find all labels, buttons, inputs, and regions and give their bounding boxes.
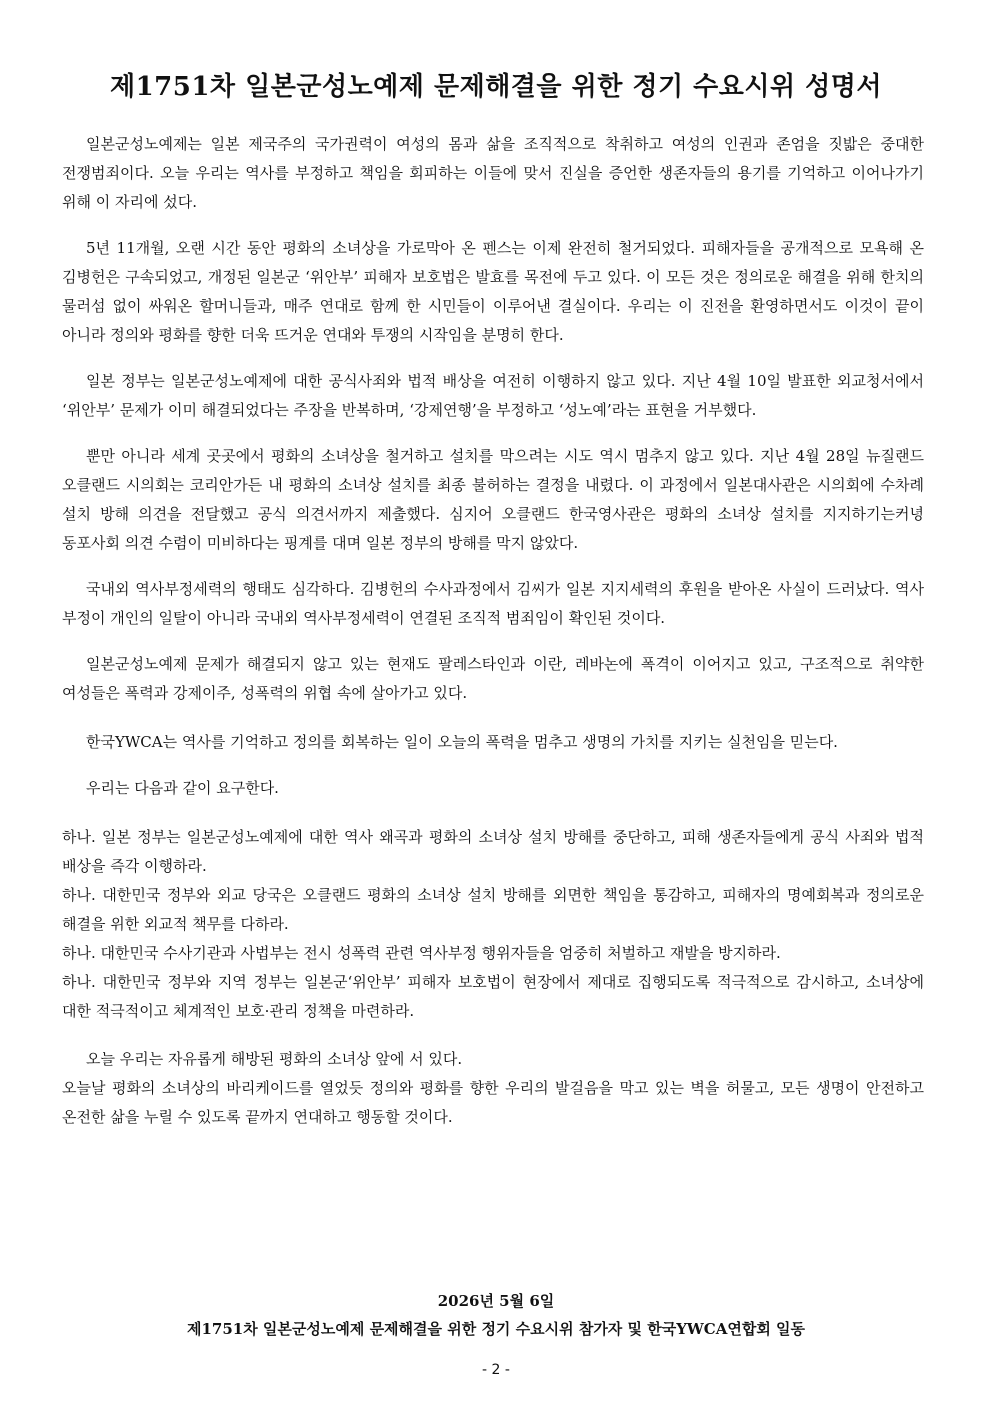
paragraph-demands-intro: 우리는 다음과 같이 요구한다. (86, 779, 279, 797)
paragraph-intro: 일본군성노예제는 일본 제국주의 국가권력이 여성의 몸과 삶을 조직적으로 착취하고 여성의 인권과 존엄을 짓밟은 중대한 전쟁범죄이다. 오늘 우리는 역사를 부정하고 책임을 회피하는 이들에 맞서 진실을 증언한 생존자들의 용기를 기억하고 이어나가기 위해 이 자리에 섰다. (62, 135, 924, 211)
paragraph-progress: 5년 11개월, 오랜 시간 동안 평화의 소녀상을 가로막아 온 펜스는 이제 완전히 철거되었다. 피해자들을 공개적으로 모욕해 온 김병헌은 구속되었고, 개정된 일본군 ‘위안부’ 피해자 보호법은 발효를 목전에 두고 있다. 이 모든 것은 정의로운 해결을 위해 한치의 물러섬 없이 싸워온 할머니들과, 매주 연대로 함께 한 시민들이 이루어낸 결실이다. 우리는 이 진전을 환영하면서도 이것이 끝이 아니라 정의와 평화를 향한 더욱 뜨거운 연대와 투쟁의 시작임을 분명히 한다. (62, 239, 924, 344)
paragraph-current-violence: 일본군성노예제 문제가 해결되지 않고 있는 현재도 팔레스타인과 이란, 레바논에 폭격이 이어지고 있고, 구조적으로 취약한 여성들은 폭력과 강제이주, 성폭력의 위협 속에 살아가고 있다. (62, 655, 924, 702)
paragraph-statue-obstruction: 뿐만 아니라 세계 곳곳에서 평화의 소녀상을 철거하고 설치를 막으려는 시도 역시 멈추지 않고 있다. 지난 4월 28일 뉴질랜드 오클랜드 시의회는 코리안가든 내 평화의 소녀상 설치를 최종 불허하는 결정을 내렸다. 이 과정에서 일본대사관은 시의회에 수차례 설치 방해 의견을 전달했고 공식 의견서까지 제출했다. 심지어 오클랜드 한국영사관은 평화의 소녀상 설치를 지지하기는커녕 동포사회 의견 수렴이 미비하다는 핑계를 대며 일본 정부의 방해를 막지 않았다. (62, 447, 924, 552)
closing-line: 오늘날 평화의 소녀상의 바리케이드를 열었듯 정의와 평화를 향한 우리의 발걸음을 막고 있는 벽을 허물고, 모든 생명이 안전하고 온전한 삶을 누릴 수 있도록 끝까지 연대하고 행동할 것이다. (62, 1079, 924, 1126)
demand-item: 하나. 대한민국 정부와 외교 당국은 오클랜드 평화의 소녀상 설치 방해를 외면한 책임을 통감하고, 피해자의 명예회복과 정의로운 해결을 위한 외교적 책무를 다하라. (62, 886, 924, 933)
demand-item: 하나. 대한민국 정부와 지역 정부는 일본군‘위안부’ 피해자 보호법이 현장에서 제대로 집행되도록 적극적으로 감시하고, 소녀상에 대한 적극적이고 체계적인 보호·관리 정책을 마련하라. (62, 973, 924, 1020)
document-title: 제1751차 일본군성노예제 문제해결을 위한 정기 수요시위 성명서 (109, 72, 883, 102)
demand-item: 하나. 대한민국 수사기관과 사법부는 전시 성폭력 관련 역사부정 행위자들을 엄중히 처벌하고 재발을 방지하라. (62, 944, 781, 962)
closing-line: 오늘 우리는 자유롭게 해방된 평화의 소녀상 앞에 서 있다. (86, 1050, 463, 1068)
statement-signer: 제1751차 일본군성노예제 문제해결을 위한 정기 수요시위 참가자 및 한국YWCA연합회 일동 (186, 1320, 806, 1338)
statement-body (62, 130, 924, 1132)
closing-section (62, 1045, 924, 1132)
demand-item: 하나. 일본 정부는 일본군성노예제에 대한 역사 왜곡과 평화의 소녀상 설치 방해를 중단하고, 피해 생존자들에게 공식 사죄와 법적 배상을 즉각 이행하라. (62, 828, 924, 875)
paragraph-japan-government: 일본 정부는 일본군성노예제에 대한 공식사죄와 법적 배상을 여전히 이행하지 않고 있다. 지난 4월 10일 발표한 외교청서에서 ‘위안부’ 문제가 이미 해결되었다는 주장을 반복하며, ‘강제연행’을 부정하고 ‘성노예’라는 표현을 거부했다. (62, 372, 924, 419)
demands-list (62, 823, 924, 1026)
page-number: - 2 - (482, 1362, 510, 1378)
statement-date: 2026년 5월 6일 (437, 1292, 555, 1310)
paragraph-history-denial: 국내외 역사부정세력의 행태도 심각하다. 김병헌의 수사과정에서 김씨가 일본 지지세력의 후원을 받아온 사실이 드러났다. 역사 부정이 개인의 일탈이 아니라 국내외 역사부정세력이 연결된 조직적 범죄임이 확인된 것이다. (62, 580, 924, 627)
paragraph-ywca-belief: 한국YWCA는 역사를 기억하고 정의를 회복하는 일이 오늘의 폭력을 멈추고 생명의 가치를 지키는 실천임을 믿는다. (86, 733, 838, 751)
